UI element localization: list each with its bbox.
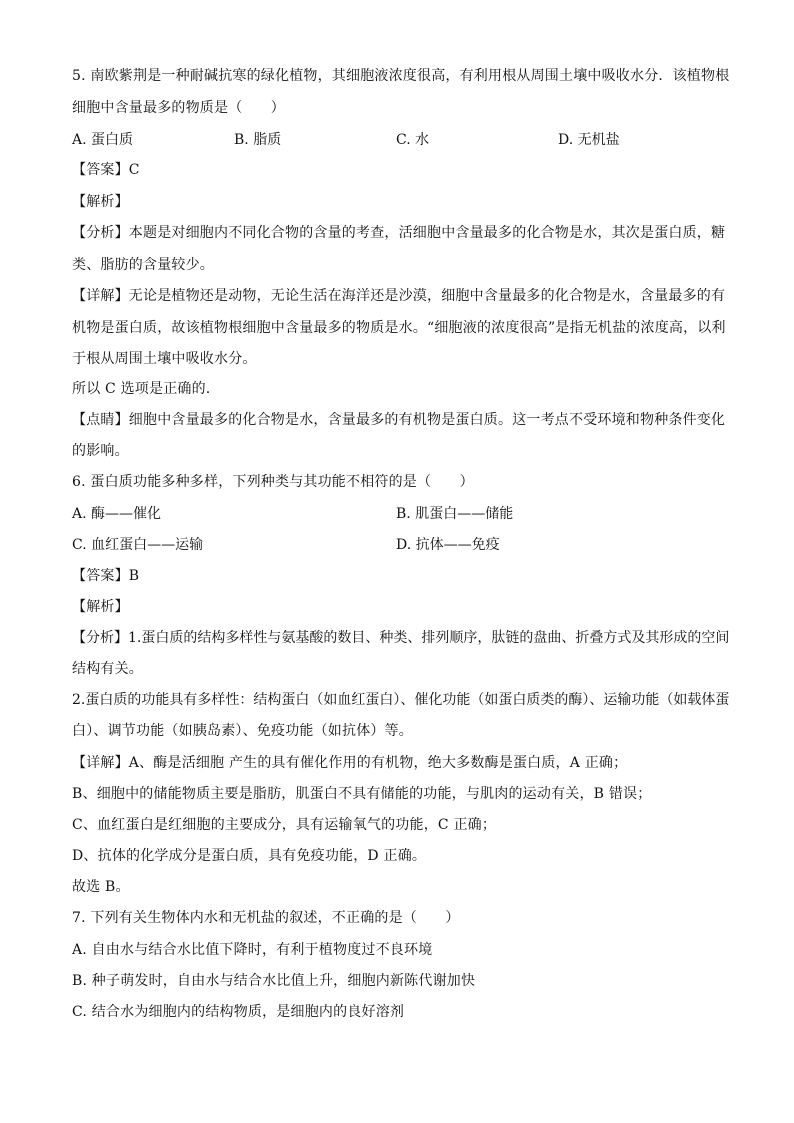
q6-option-d: D. 抗体——免疫 [396,537,500,553]
q6-xiangjie-line-3: C、血红蛋白是红细胞的主要成分，具有运输氧气的功能，C 正确； [72,817,497,833]
q5-conclusion: 所以 C 选项是正确的. [72,381,211,397]
q5-option-a: A. 蛋白质 [72,132,134,148]
q6-fenxi-line-1: 【分析】1.蛋白质的结构多样性与氨基酸的数目、种类、排列顺序，肽链的盘曲、折叠方式及其形成的空间 [72,630,730,646]
q6-analysis-title: 【解析】 [72,599,129,615]
q7-option-a: A. 自由水与结合水比值下降时，有利于植物度过不良环境 [72,942,433,958]
q6-answer: 【答案】B [72,568,140,584]
q6-option-c: C. 血红蛋白——运输 [72,537,204,553]
q5-stem-line-2: 细胞中含量最多的物质是（ ） [72,100,285,116]
q6-xiangjie-line-2: B、细胞中的储能物质主要是脂肪，肌蛋白不具有储能的功能，与肌肉的运动有关，B 错误； [72,786,652,802]
q5-xiangjie-line-2: 机物是蛋白质，故该植物根细胞中含量最多的物质是水。“细胞液的浓度很高”是指无机盐的浓度高，以利 [72,320,726,336]
q6-option-a: A. 酶——催化 [72,506,162,522]
q5-stem-line-1: 5. 南欧紫荆是一种耐碱抗寒的绿化植物，其细胞液浓度很高，有利用根从周围土壤中吸收水分．该植物根 [72,68,730,84]
q7-stem: 7. 下列有关生物体内水和无机盐的叙述，不正确的是（ ） [72,910,460,926]
q6-xiangjie-line-1: 【详解】A、酶是活细胞 产生的具有催化作用的有机物，绝大多数酶是蛋白质，A 正确； [72,755,628,771]
q6-stem: 6. 蛋白质功能多种多样，下列种类与其功能不相符的是（ ） [72,474,474,490]
q6-conclusion: 故选 B。 [72,879,130,895]
q5-xiangjie-line-3: 于根从周围土壤中吸收水分。 [72,351,257,367]
q6-fenxi-line-3: 2.蛋白质的功能具有多样性：结构蛋白（如血红蛋白）、催化功能（如蛋白质类的酶）、运输功能（如载体蛋 [72,692,730,708]
q5-option-c: C. 水 [396,132,430,148]
q5-dianjing-line-2: 的影响。 [72,443,129,459]
q6-fenxi-line-2: 结构有关。 [72,661,143,677]
q7-option-b: B. 种子萌发时，自由水与结合水比值上升，细胞内新陈代谢加快 [72,973,476,989]
q6-xiangjie-line-4: D、抗体的化学成分是蛋白质，具有免疫功能，D 正确。 [72,848,427,864]
q5-option-d: D. 无机盐 [558,132,620,148]
q5-option-b: B. 脂质 [234,132,282,148]
q5-xiangjie-line-1: 【详解】无论是植物还是动物，无论生活在海洋还是沙漠，细胞中含量最多的化合物是水，含量最多的有 [72,288,726,304]
q6-fenxi-line-4: 白）、调节功能（如胰岛素）、免疫功能（如抗体）等。 [72,723,413,739]
q6-option-b: B. 肌蛋白——储能 [396,506,514,522]
q5-fenxi-line-2: 类、脂肪的含量较少。 [72,257,214,273]
q5-fenxi-line-1: 【分析】本题是对细胞内不同化合物的含量的考查，活细胞中含量最多的化合物是水，其次是蛋白质，糖 [72,225,726,241]
q5-dianjing-line-1: 【点睛】细胞中含量最多的化合物是水，含量最多的有机物是蛋白质。这一考点不受环境和物种条件变化 [72,412,726,428]
q5-answer: 【答案】C [72,162,140,178]
q5-analysis-title: 【解析】 [72,194,129,210]
q7-option-c: C. 结合水为细胞内的结构物质，是细胞内的良好溶剂 [72,1004,405,1020]
